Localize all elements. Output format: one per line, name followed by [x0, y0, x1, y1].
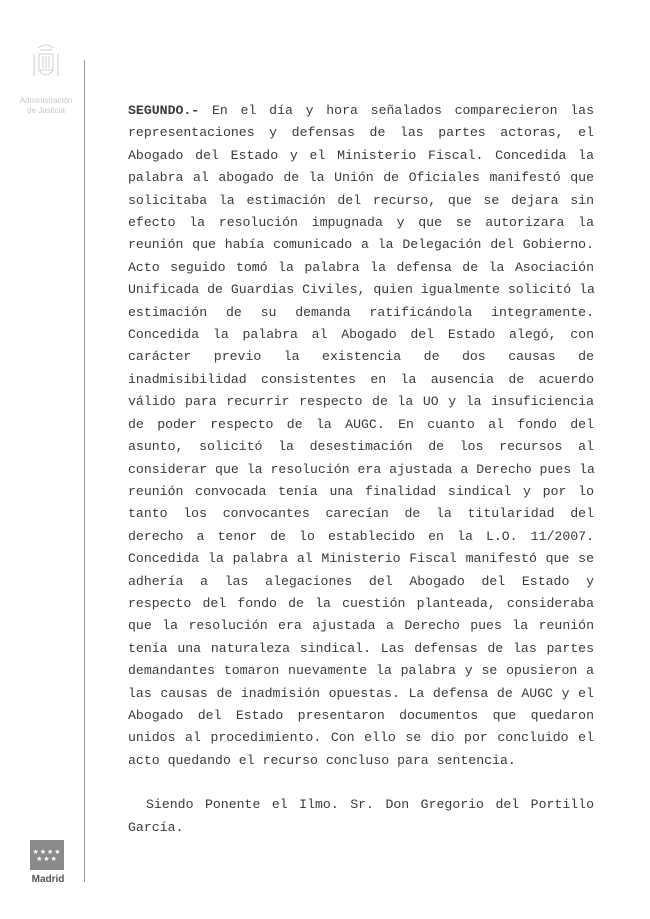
- text-line: representaciones y defensas de las partes actoras, el: [128, 125, 594, 141]
- text-line: unidos al procedimiento. Con ello se dio por concluido el: [128, 730, 594, 746]
- madrid-flag-icon: ★★★★ ★★★: [30, 840, 64, 870]
- text-line: Concedida la palabra al Ministerio Fiscal manifestó que se: [128, 551, 594, 567]
- text-line: tanto los convocantes carecían de la titularidad del: [128, 506, 594, 522]
- madrid-logo-text: Madrid: [31, 874, 65, 885]
- text-line: demandantes tomaron nuevamente la palabra y se opusieron a: [128, 663, 594, 679]
- text-line: García.: [128, 819, 184, 835]
- section-label: SEGUNDO.-: [128, 103, 200, 118]
- paragraph-ponente: [128, 794, 594, 839]
- text-line: las causas de inadmisión opuestas. La defensa de AUGC y el: [128, 685, 594, 701]
- text-line: reunión que había comunicado a la Delegación del Gobierno.: [128, 237, 594, 253]
- text-line: adhería a las alegaciones del Abogado del Estado y: [128, 573, 594, 589]
- text-line: SEGUNDO.- En el día y hora señalados comparecieron las: [128, 103, 594, 118]
- text-line: palabra al abogado de la Unión de Oficiales manifestó que: [128, 170, 594, 186]
- text-line: Unificada de Guardias Civiles, quien igualmente solicitó la: [128, 282, 595, 298]
- text-line: que la resolución era ajustada a Derecho pues la reunión: [128, 618, 594, 634]
- text-line: acto quedando el recurso concluso para sentencia.: [128, 752, 516, 768]
- text-line: Abogado del Estado y el Ministerio Fiscal. Concedida la: [128, 147, 594, 163]
- text-line: Siendo Ponente el Ilmo. Sr. Don Gregorio del Portillo: [146, 797, 594, 813]
- text-line: Acto seguido tomó la palabra la defensa de la Asociación: [128, 259, 594, 275]
- madrid-logo: [28, 840, 68, 890]
- paragraph-segundo: [128, 100, 594, 772]
- text-line: derecho a tenor de lo establecido en la L.O. 11/2007.: [128, 528, 594, 544]
- text-line: válido para recurrir respecto de la UO y la insuficiencia: [128, 394, 594, 410]
- text-line: considerar que la resolución era ajustada a Derecho pues la: [128, 461, 595, 477]
- text-line: efecto la resolución impugnada y que se autorizara la: [128, 215, 594, 231]
- text-line: carácter previo la existencia de dos causas de: [128, 349, 594, 365]
- text-line: respecto del fondo de la cuestión planteada, consideraba: [128, 595, 594, 611]
- coat-of-arms-icon: [26, 40, 66, 92]
- text-line: asunto, solicitó la desestimación de los recursos al: [128, 439, 594, 455]
- text-line: de poder respecto de la AUGC. En cuanto al fondo del: [128, 416, 594, 432]
- paragraph-gap: [128, 772, 594, 794]
- text-line: tenía una naturaleza sindical. Las defensas de las partes: [128, 640, 594, 656]
- document-body: [128, 100, 594, 839]
- text-line: solicitaba la estimación del recurso, que se dejara sin: [128, 192, 594, 208]
- text-line: estimación de su demanda ratificándola integramente.: [128, 304, 594, 320]
- text-line: reunión convocada tenía una finalidad sindical y por lo: [128, 483, 594, 499]
- text-line: Concedida la palabra al Abogado del Estado alegó, con: [128, 327, 594, 343]
- text-line: inadmisibilidad consistentes en la ausencia de acuerdo: [128, 371, 594, 387]
- crest-text-line1: Administración: [19, 96, 73, 105]
- text-line: Abogado del Estado presentaron documentos que quedaron: [128, 707, 594, 723]
- justice-crest: [18, 40, 73, 120]
- crest-text-line2: de Justicia: [27, 106, 65, 115]
- margin-rule: [84, 60, 85, 882]
